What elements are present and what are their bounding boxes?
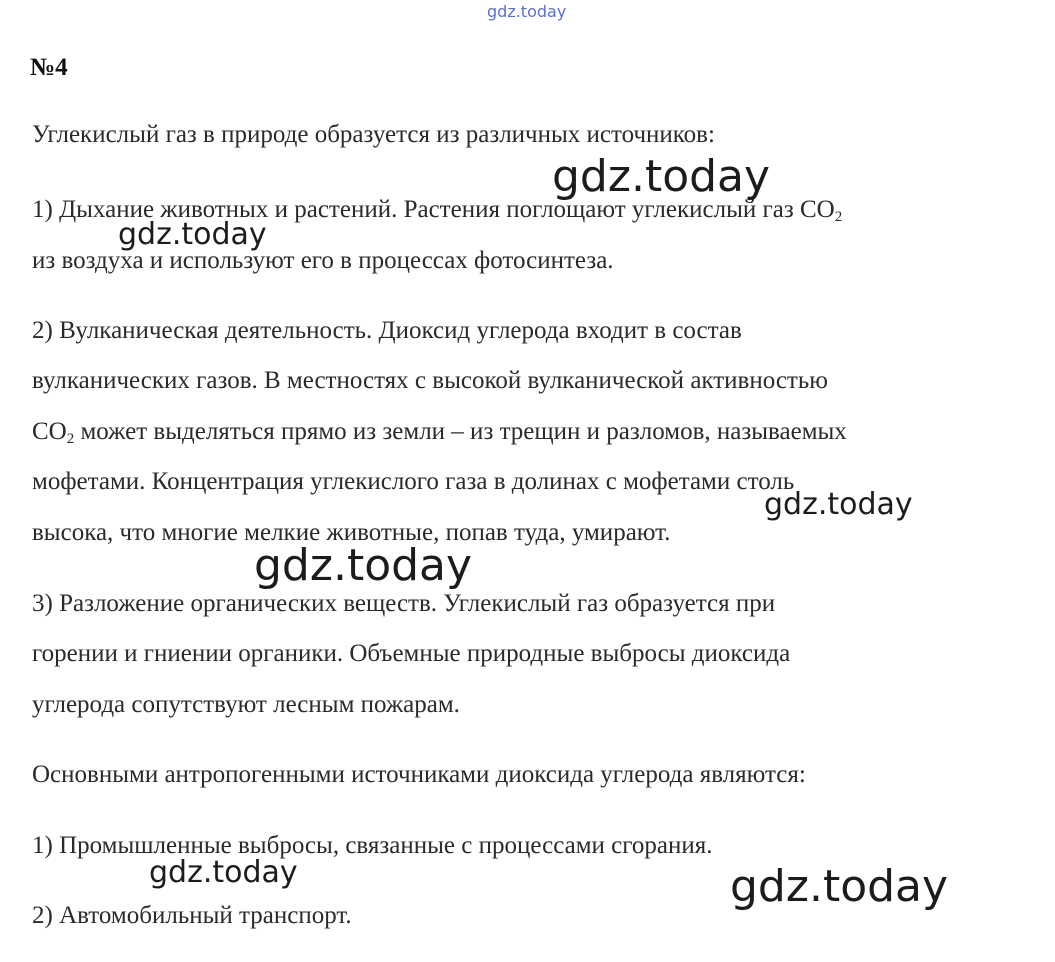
item2-line3-rest: может выделяться прямо из земли – из трещин и разломов, называемых — [74, 418, 847, 445]
watermark-1: gdz.today — [552, 151, 771, 202]
watermark-5: gdz.today — [149, 855, 298, 890]
item2-line3-co: CO — [32, 418, 67, 445]
watermark-4: gdz.today — [254, 540, 473, 591]
item2-line4: мофетами. Концентрация углекислого газа в долинах с мофетами столь — [32, 468, 795, 495]
anthropogenic-item1: 1) Промышленные выбросы, связанные с процессами сгорания. — [32, 832, 713, 859]
anthropogenic-intro: Основными антропогенными источниками диоксида углерода являются: — [32, 761, 806, 788]
watermark-6: gdz.today — [730, 861, 949, 912]
item2-line5: высока, что многие мелкие животные, попав туда, умирают. — [32, 519, 671, 546]
intro-text: Углекислый газ в природе образуется из различных источников: — [32, 121, 715, 148]
item2-line3 — [32, 417, 847, 447]
item1-line1-text: 1) Дыхание животных и растений. Растения поглощают углекислый газ CO — [32, 196, 835, 223]
task-number-heading: №4 — [30, 54, 68, 81]
watermark-3: gdz.today — [764, 487, 913, 522]
item2-line2: вулканических газов. В местностях с высокой вулканической активностью — [32, 367, 828, 394]
item3-line2: горении и гниении органики. Объемные природные выбросы диоксида — [32, 640, 791, 667]
anthropogenic-item2: 2) Автомобильный транспорт. — [32, 902, 352, 929]
item3-line3: углерода сопутствуют лесным пожарам. — [32, 691, 460, 718]
item1-line1 — [32, 195, 842, 225]
item1-line2: из воздуха и используют его в процессах фотосинтеза. — [32, 247, 614, 274]
watermark-2: gdz.today — [118, 217, 267, 252]
item3-line1: 3) Разложение органических веществ. Углекислый газ образуется при — [32, 590, 776, 617]
item1-subscript: 2 — [834, 209, 843, 225]
item2-line1: 2) Вулканическая деятельность. Диоксид углерода входит в состав — [32, 317, 742, 344]
item2-subscript: 2 — [66, 431, 75, 447]
watermark-top: gdz.today — [487, 2, 567, 21]
